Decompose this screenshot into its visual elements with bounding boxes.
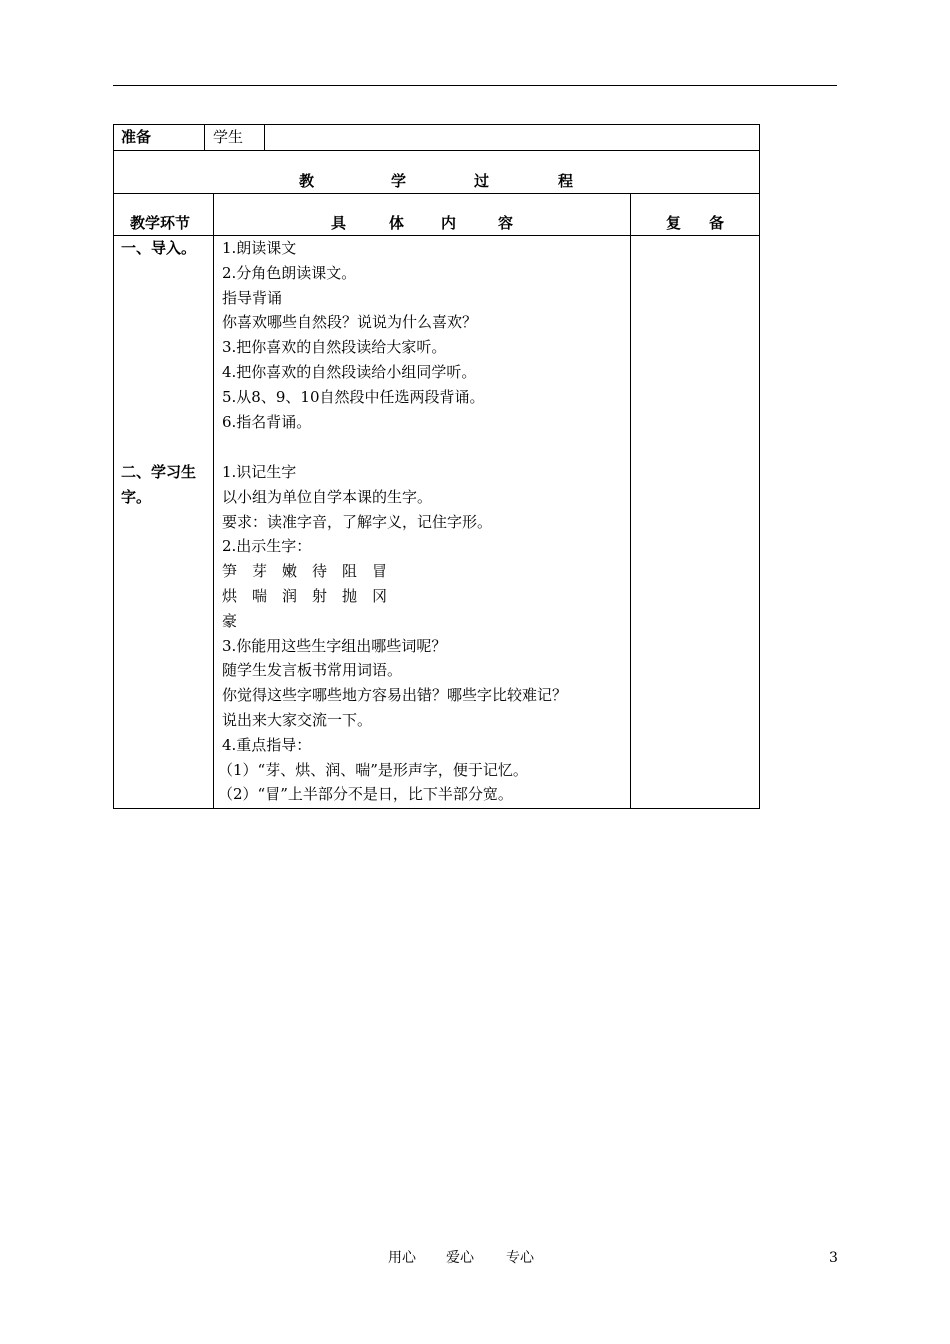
content-line: 以小组为单位自学本课的生字。 [222,487,433,506]
section-label-characters-line-2: 字。 [121,488,152,506]
content-line: 3.把你喜欢的自然段读给大家听。 [222,338,447,357]
header-rule [113,85,837,86]
row-divider-title [113,193,760,194]
column-header-content-char-2: 体 [389,214,405,232]
prep-label: 准备 [121,128,152,146]
content-line: 1.识记生字 [222,463,297,481]
content-line: 烘 喘 润 射 抛 冈 [222,586,388,605]
prep-value: 学生 [213,128,244,146]
content-line: 你喜欢哪些自然段？说说为什么喜欢？ [222,313,478,332]
content-line: 笋 芽 嫩 待 阻 冒 [222,562,388,581]
section-content-characters [218,460,568,807]
column-header-content-char-3: 内 [441,214,457,232]
process-title-char-4: 程 [558,172,574,190]
content-line: （1）“芽、烘、润、喘”是形声字，便于记忆。 [218,760,528,779]
content-line: 4.重点指导： [222,735,312,754]
content-line: 要求：读准字音，了解字义，记住字形。 [222,512,493,531]
process-title-char-2: 学 [391,172,407,190]
content-line: 5.从8、9、10自然段中任选两段背诵。 [222,387,485,406]
prep-divider-2 [264,124,265,150]
content-line: 6.指名背诵。 [222,412,312,431]
section-content-intro [222,236,485,434]
page-number: 3 [829,1250,838,1266]
process-title-char-1: 教 [299,172,315,190]
column-header-content-char-4: 容 [498,214,514,232]
footer-motto-1: 用心 [388,1250,416,1266]
column-header-section: 教学环节 [130,214,191,232]
column-divider-review [630,193,631,809]
content-line: 你觉得这些字哪些地方容易出错？哪些字比较难记？ [222,686,568,705]
content-line: 1.朗读课文 [222,239,297,257]
content-line: （2）“冒”上半部分不是日，比下半部分宽。 [218,785,513,804]
content-line: 4.把你喜欢的自然段读给小组同学听。 [222,362,477,381]
section-label-intro: 一、导入。 [121,239,197,257]
column-header-review-char-1: 复 [666,214,682,232]
row-divider-prep [113,150,760,151]
process-title-char-3: 过 [474,172,490,190]
content-line: 说出来大家交流一下。 [222,710,373,729]
column-header-content-char-1: 具 [331,214,347,232]
section-label-characters-line-1: 二、学习生 [121,463,197,481]
footer-motto-3: 专心 [506,1250,534,1266]
footer-motto-2: 爱心 [446,1250,474,1266]
prep-divider-1 [204,124,205,150]
content-line: 3.你能用这些生字组出哪些词呢？ [222,636,447,655]
content-line: 指导背诵 [222,288,283,307]
content-line: 2.出示生字： [222,537,312,556]
column-divider-section [213,193,214,809]
column-header-review-char-2: 备 [709,214,725,232]
content-line: 随学生发言板书常用词语。 [222,661,403,680]
content-line: 2.分角色朗读课文。 [222,263,357,282]
content-line: 豪 [222,611,238,630]
